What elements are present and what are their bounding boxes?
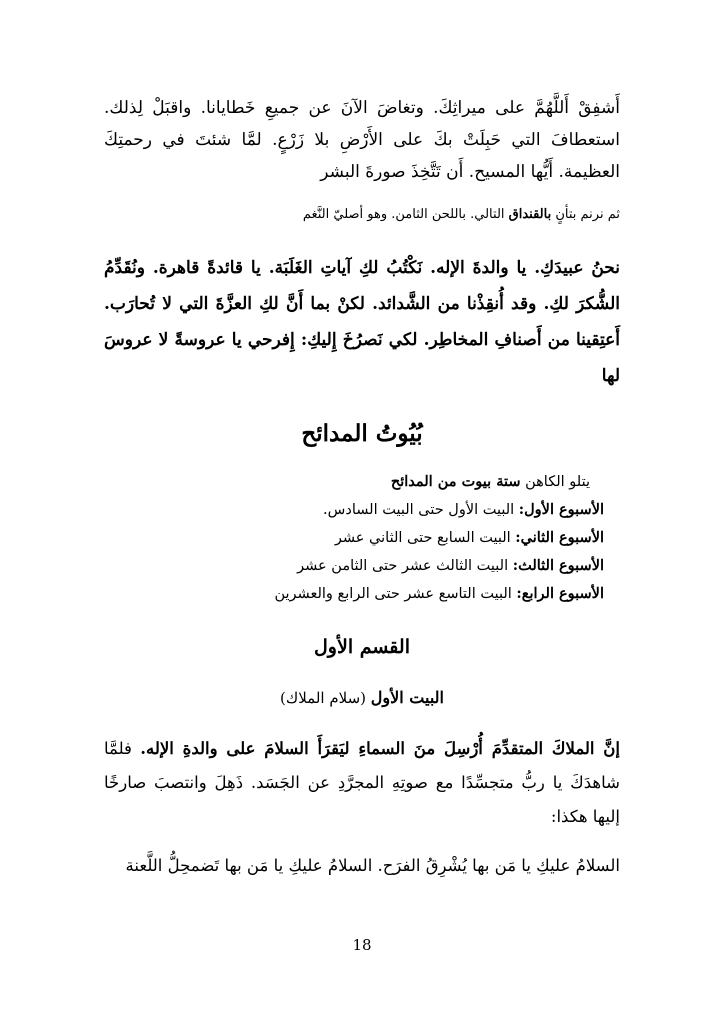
week-text: البيت السابع حتى الثاني عشر (334, 530, 516, 546)
week-label: الأسبوع الثاني: (515, 529, 604, 546)
intro-paragraph: أَشفِقْ أَللَّهُمَّ على ميراثِكَ. وتغاضَ الآنَ عن جميعِ خَطايانا. واقبَلْ لِذلك. استعطافَ التي حَبِلَتْ بكَ على الأَرْضِ بلا زَرْعٍ. لمَّا شئتَ في رحمتِكَ العظيمة. أَيُّها المسيح. أَن تَتَّخِذَ صورةَ البشر (104, 98, 620, 182)
schedule-intro-before: يتلو الكاهن (520, 474, 590, 490)
week-label: الأسبوع الثالث: (512, 557, 604, 574)
schedule-intro-bold: ستة بيوت من المدائح (390, 473, 521, 490)
page-number: 18 (352, 936, 372, 954)
week-text: البيت الأول حتى البيت السادس. (323, 502, 519, 518)
house-verse-rest: فلمَّا شاهدَكَ يا ربُّ متجسِّدًا مع صوتِهِ المجرَّدِ عن الجَسَد. ذَهِلَ وانتصبَ صارخًا إليها هكذا: (104, 739, 620, 826)
chant-note-before: ثم نرنم بتأنٍ (551, 207, 620, 222)
chant-note (104, 204, 620, 226)
kontakion-paragraph: نحنُ عبيدَكِ. يا والدةَ الإله. نَكْتُبُ لكِ آياتِ الغَلَبَة. يا قائدةً قاهرة. ونُقَدِّمُ الشُّكرَ لكِ. وقد أُنقِذْنا من الشَّدائد. لكنْ بما أَنَّ لكِ العزَّةَ التي لا تُحارَب. أَعتِقينا من أَصنافِ المخاطِر. لكي نَصرُخَ إِليكِ: إِفرحي يا عروسةً لا عروسَ لها (104, 258, 620, 386)
schedule-intro (104, 468, 604, 496)
chant-note-after: التالي. باللحن الثامن. وهو أصليّ النَّغم (302, 207, 509, 222)
house-verse (104, 732, 620, 834)
house-verse-bold: إنَّ الملاكَ المتقدِّمَ أُرْسِلَ منَ السماءِ ليَقرَأَ السلامَ على والدةِ الإله. (140, 739, 621, 758)
week-label: الأسبوع الأول: (518, 501, 604, 518)
house-subtitle: (سلام الملاك) (280, 689, 371, 707)
house-heading (104, 684, 620, 712)
schedule-week-4 (104, 580, 604, 608)
week-label: الأسبوع الرابع: (516, 585, 604, 602)
week-text: البيت التاسع عشر حتى الرابع والعشرين (274, 586, 517, 602)
salutation-line: السلامُ عليكِ يا مَن بها يُشْرِقُ الفرَح. السلامُ عليكِ يا مَن بها تَضمحِلُّ اللَّعنة (125, 856, 620, 875)
schedule-week-3 (104, 552, 604, 580)
schedule-week-2 (104, 524, 604, 552)
schedule-block (104, 468, 620, 608)
schedule-week-1 (104, 496, 604, 524)
chant-note-bold: بالقنداق (508, 207, 552, 222)
page-title: بُيُوتُ المدائح (301, 420, 423, 447)
section-title: القسم الأول (314, 636, 410, 658)
house-title: البيت الأول (370, 688, 444, 707)
week-text: البيت الثالث عشر حتى الثامن عشر (297, 558, 513, 574)
